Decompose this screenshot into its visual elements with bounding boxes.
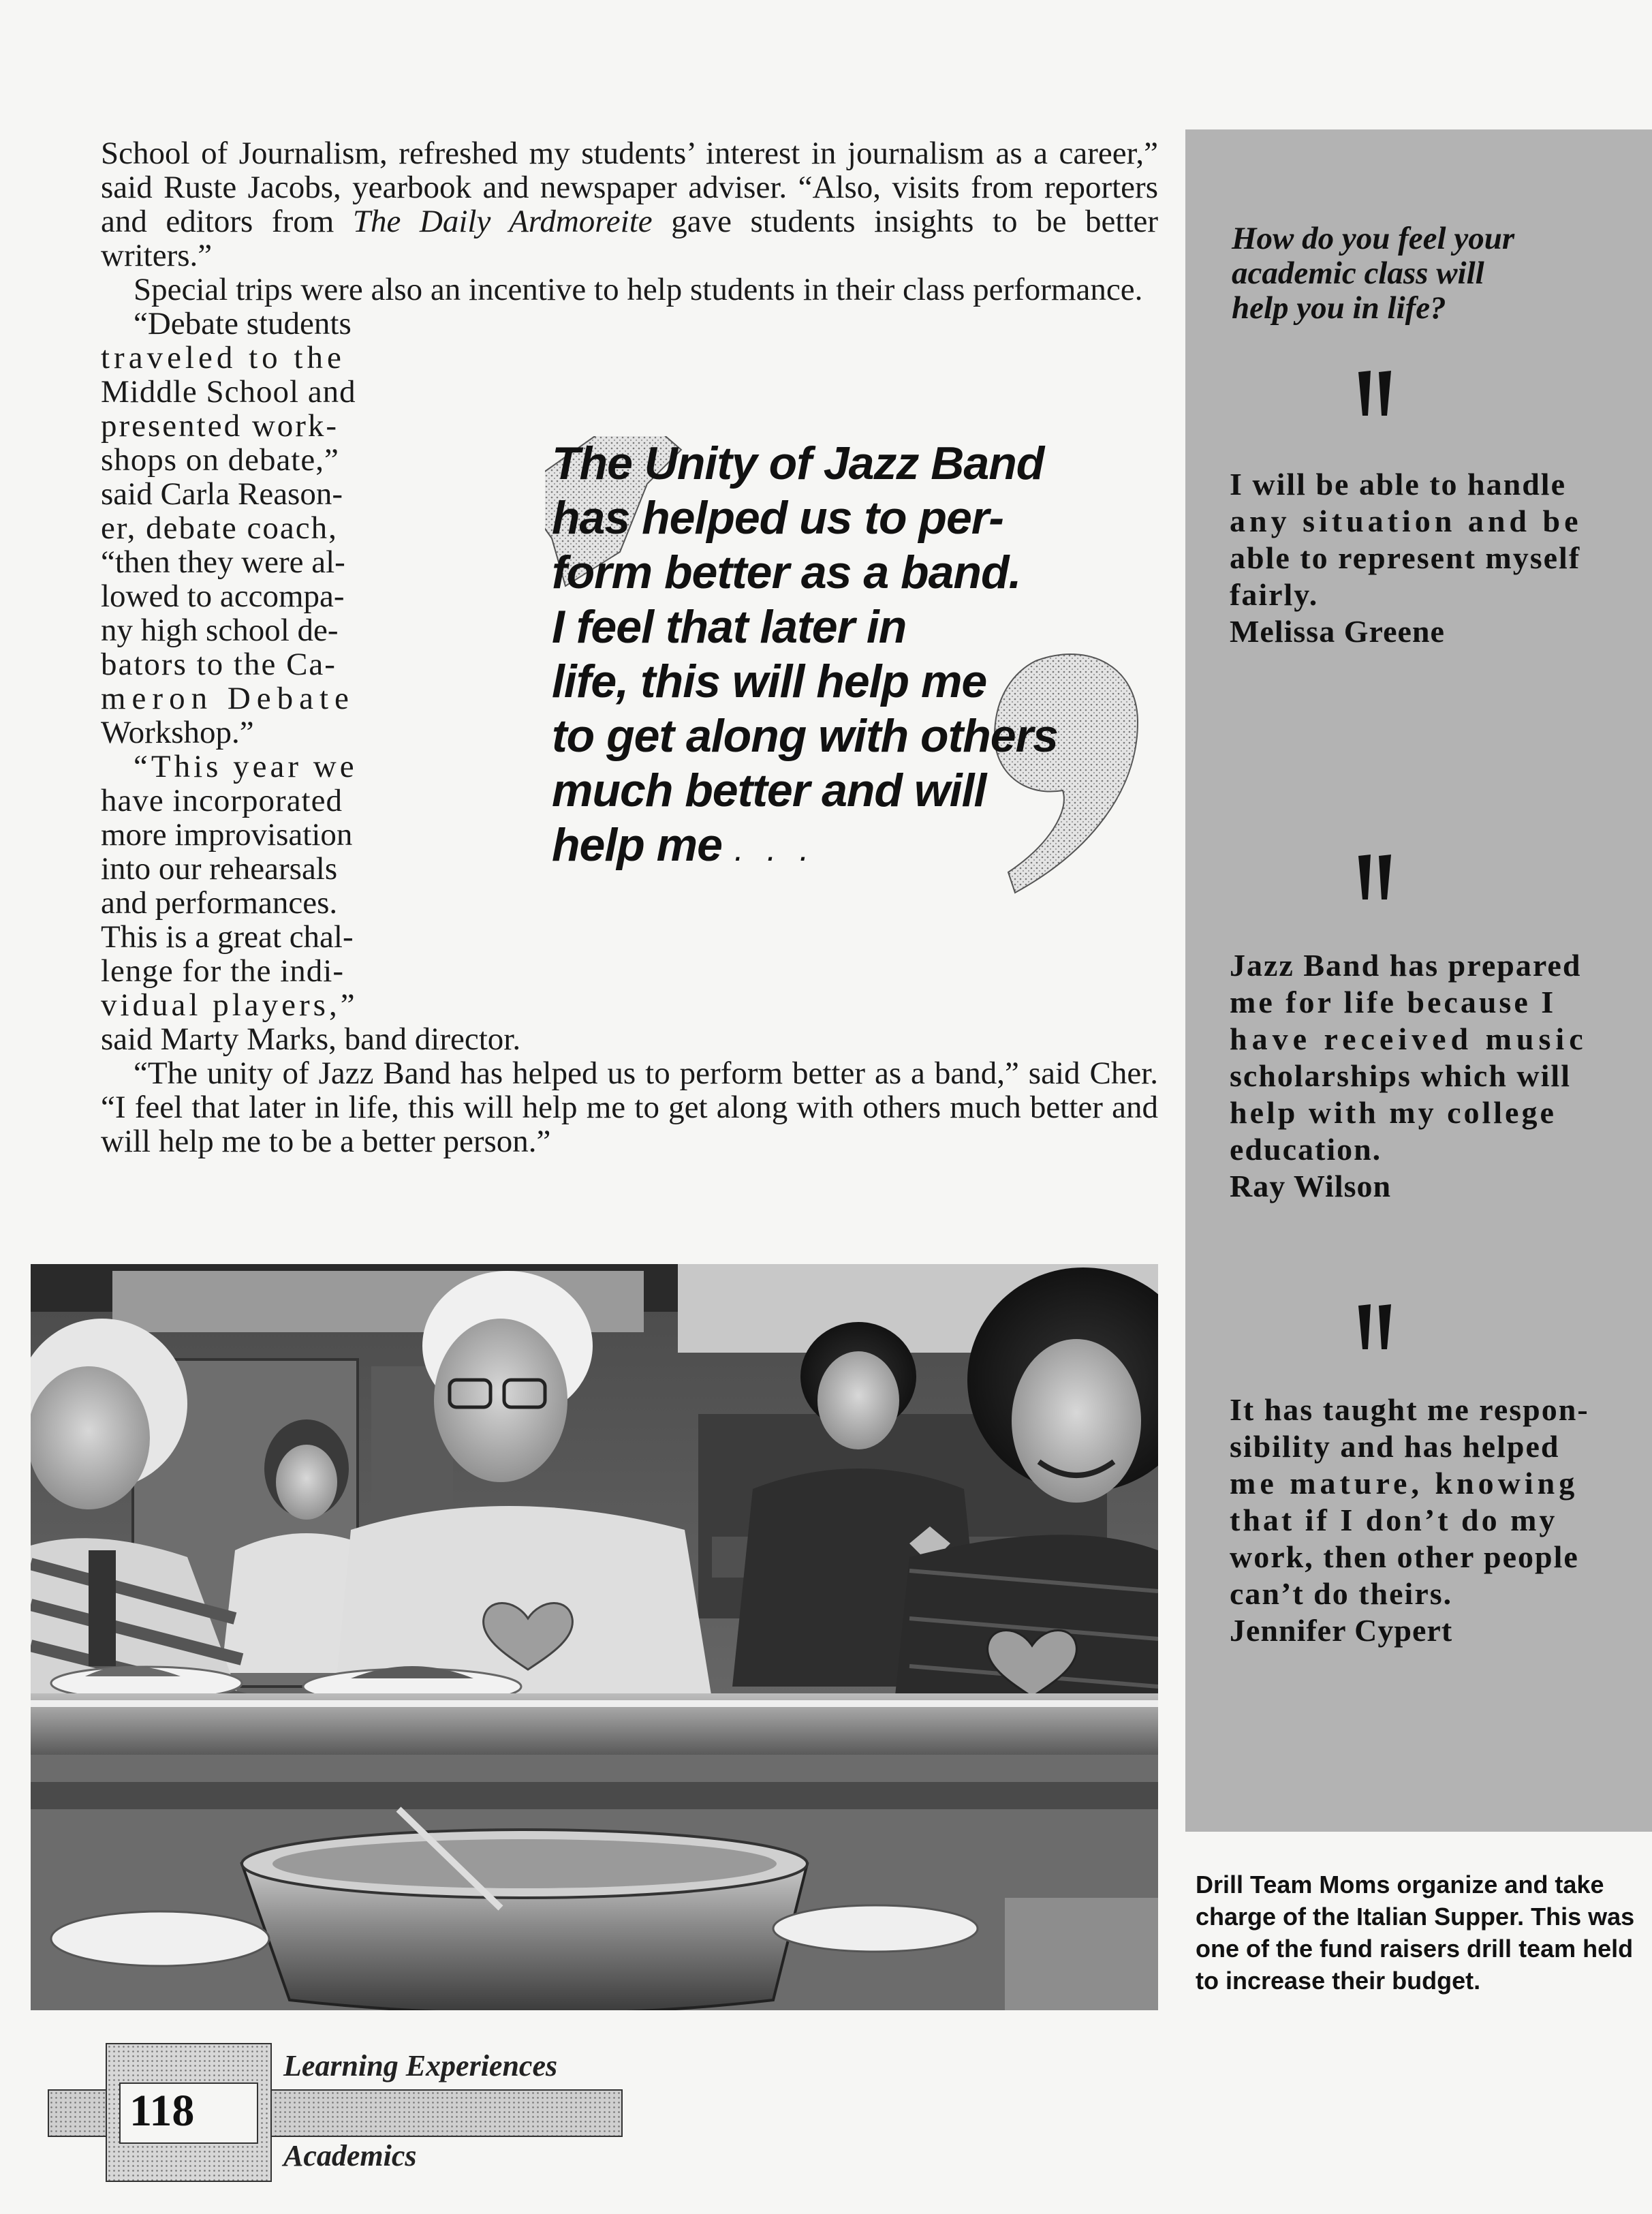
answer-name: Jennifer Cypert — [1230, 1613, 1453, 1648]
quote-mark-icon — [1356, 852, 1397, 906]
narrow-line: vidual players,” — [101, 987, 358, 1023]
narrow-line: lowed to accompa- — [101, 579, 345, 614]
photo-caption: Drill Team Moms organize and take charge of the Italian Supper. This was one of the fund raisers drill team held to increase their budget. — [1196, 1871, 1635, 1995]
narrow-line: more improvisation — [101, 817, 353, 852]
answer-name: Ray Wilson — [1230, 1169, 1392, 1203]
section-title-top: Learning Experiences — [279, 2048, 561, 2083]
pull-quote — [545, 436, 1172, 900]
narrow-line: bators to the Ca- — [101, 647, 337, 682]
narrow-line: into our rehearsals — [101, 851, 338, 887]
sidebar-question: How do you feel your academic class will help you in life? — [1232, 221, 1515, 326]
narrow-column — [101, 307, 407, 1022]
photo-drill-team-moms — [31, 1264, 1158, 2010]
narrow-line: lenge for the indi- — [101, 953, 345, 989]
paragraph-band-director: said Marty Marks, band director. — [101, 1021, 521, 1057]
page-footer — [48, 2043, 640, 2179]
narrow-line: er, debate coach, — [101, 510, 338, 546]
narrow-line: shops on debate,” — [101, 442, 339, 478]
answer-jennifer: It has taught me respon- sibility and has helped me mature, knowing that if I don’t do my work, then other people can’t do theirs. Jennifer Cypert — [1230, 1392, 1652, 1649]
narrow-line: “then they were al- — [101, 544, 345, 580]
newspaper-title: The Daily Ardmoreite — [352, 204, 653, 239]
narrow-line: meron Debate — [101, 681, 355, 716]
paragraph-journalism: School of Journalism, refreshed my students’ interest in journalism as a career,” said Ruste Jacobs, yearbook and newspaper adviser. “Also, visits from reporters and editors from The Daily Ardmoreite gave students insights to be better writers.” — [101, 136, 1159, 273]
section-title-bottom: Academics — [279, 2138, 421, 2173]
narrow-line: traveled to the — [101, 340, 345, 375]
narrow-line: “This year we — [134, 749, 358, 784]
narrow-line: have incorporated — [101, 783, 343, 818]
pull-quote-text: The Unity of Jazz Band has helped us to per- form better as a band. I feel that later in life, this will help me to get along with others much better and will help me . . . — [552, 437, 1058, 871]
quote-mark-icon — [1356, 1302, 1397, 1356]
narrow-line: Workshop.” — [101, 715, 254, 750]
answer-ray: Jazz Band has prepared me for life because I have received music scholarships which will help with my college education. Ray Wilson — [1230, 947, 1652, 1205]
quote-mark-icon — [1356, 368, 1397, 422]
narrow-line: and performances. — [101, 885, 338, 921]
sidebar-quotes — [1185, 129, 1652, 1832]
paragraph-unity: “The unity of Jazz Band has helped us to perform better as a band,” said Cher. “I feel that later in life, this will help me to get along with others much better and will help me to be a better person.” — [101, 1056, 1158, 1159]
photo-image — [31, 1264, 1158, 2010]
narrow-line: “Debate students — [134, 306, 352, 341]
narrow-line: presented work- — [101, 408, 339, 444]
paragraph-special-trips: Special trips were also an incentive to help students in their class performance. — [134, 272, 1143, 307]
narrow-line: Middle School and — [101, 374, 356, 410]
narrow-line: ny high school de- — [101, 613, 339, 648]
narrow-line: said Carla Reason- — [101, 476, 343, 512]
page-number: 118 — [129, 2086, 195, 2136]
answer-name: Melissa Greene — [1230, 614, 1445, 649]
narrow-line: This is a great chal- — [101, 919, 354, 955]
answer-melissa: I will be able to handle any situation and be able to represent myself fairly. Melissa Greene — [1230, 466, 1652, 650]
